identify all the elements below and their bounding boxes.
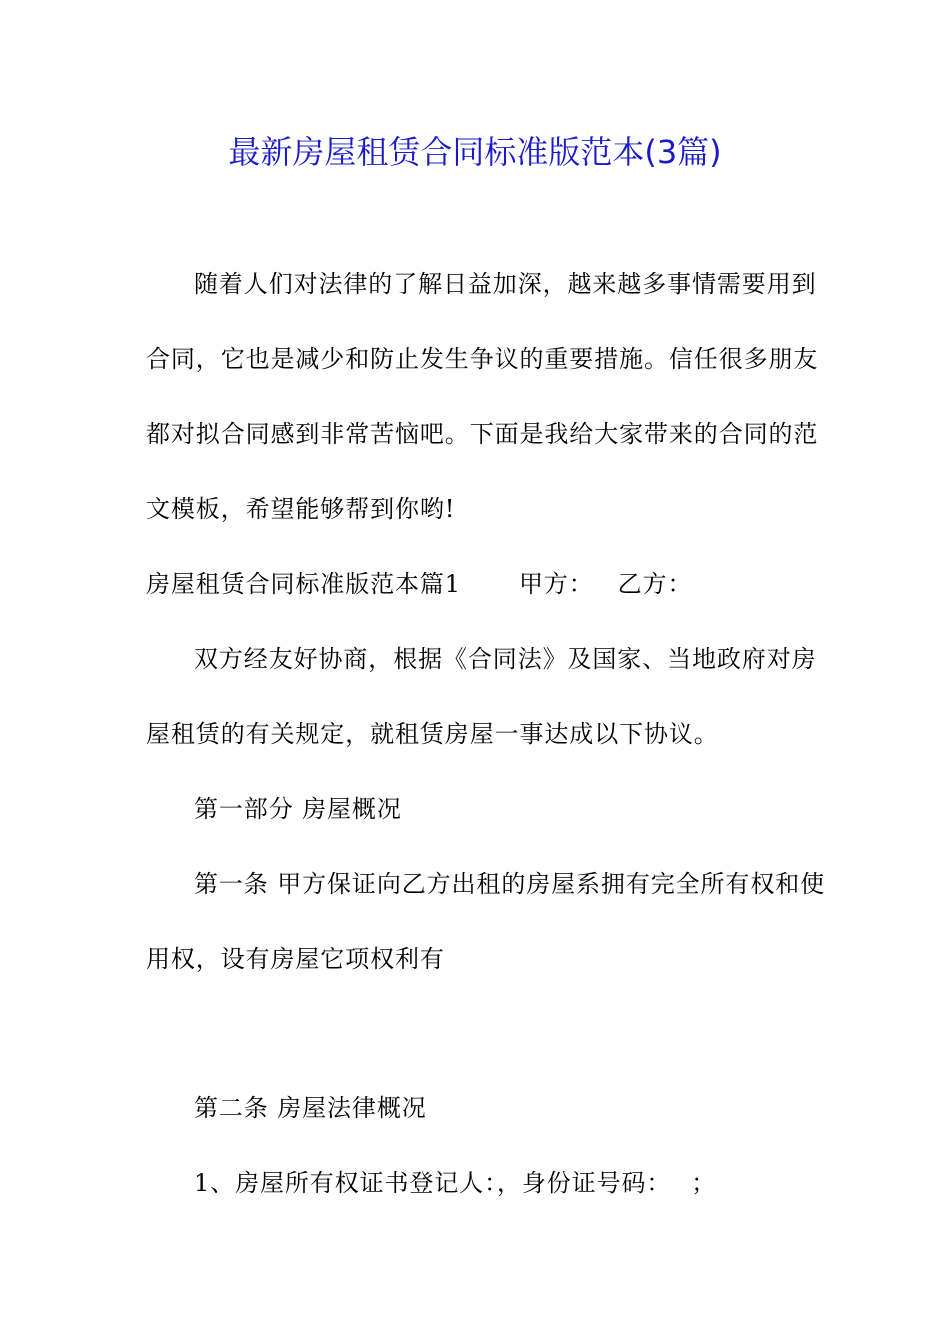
intro-line-2: 合同，它也是减少和防止发生争议的重要措施。信任很多朋友	[146, 345, 819, 373]
article-one-line-1: 第一条 甲方保证向乙方出租的房屋系拥有完全所有权和使	[194, 870, 826, 898]
party-b-label: 乙方：	[617, 570, 693, 598]
intro-line-3: 都对拟合同感到非常苦恼吧。下面是我给大家带来的合同的范	[146, 420, 819, 448]
item-one-label: 1、房屋所有权证书登记人：，身份证号码：	[194, 1169, 672, 1197]
article-one-line-2: 用权，设有房屋它项权利有	[146, 945, 445, 973]
document-title: 最新房屋租赁合同标准版范本(3篇)	[228, 133, 722, 171]
agreement-line-1: 双方经友好协商，根据《合同法》及国家、当地政府对房	[194, 645, 817, 673]
section-heading-row	[146, 566, 806, 602]
article-two-heading: 第二条 房屋法律概况	[194, 1094, 427, 1122]
item-one-row	[194, 1165, 854, 1201]
intro-line-1: 随着人们对法律的了解日益加深，越来越多事情需要用到	[194, 270, 817, 298]
part-one-heading: 第一部分 房屋概况	[194, 795, 402, 823]
intro-line-4: 文模板，希望能够帮到你哟!	[146, 495, 456, 523]
party-a-label: 甲方：	[518, 570, 594, 598]
section-heading: 房屋租赁合同标准版范本篇1	[146, 570, 461, 598]
item-one-end: ；	[691, 1169, 717, 1197]
agreement-line-2: 屋租赁的有关规定，就租赁房屋一事达成以下协议。	[146, 720, 719, 748]
